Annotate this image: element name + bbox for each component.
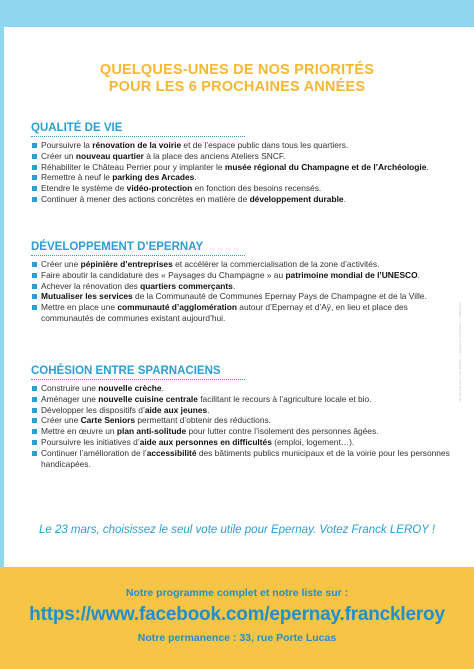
text: . (207, 404, 210, 415)
text: à la place des anciens Ateliers SNCF. (143, 150, 286, 161)
section-heading: COHÉSION ENTRE SPARNACIENS (31, 365, 245, 380)
page-title (0, 62, 474, 96)
text: Etendre le système de (41, 183, 127, 194)
section-developpement (31, 241, 451, 324)
bold-text: communauté d’agglomération (117, 302, 237, 313)
text: . (194, 172, 197, 183)
text: Poursuivre les initiatives d’ (41, 436, 140, 447)
text: Réhabiliter le Château Perrier pour y implanter le (41, 161, 225, 172)
list-item (31, 140, 451, 151)
title-line-1: QUELQUES-UNES DE NOS PRIORITÉS (99, 62, 375, 78)
bold-text: nouveau quartier (75, 150, 144, 161)
top-band (0, 0, 474, 27)
text: et accélérer la commercialisation de la zone d’activités. (172, 259, 380, 269)
bold-text: parking des Arcades (112, 172, 195, 183)
text: Continuer l’amélioration de l’ (41, 447, 147, 458)
bold-text: aide aux jeunes (144, 404, 208, 415)
text: Créer un (41, 150, 76, 161)
list-item (31, 194, 451, 205)
text: et de l’espace public dans tous les quartiers. (181, 140, 349, 150)
title-line-2: POUR LES 6 PROCHAINES ANNÉES (108, 79, 366, 95)
list-item (31, 426, 451, 437)
bold-text: nouvelle cuisine centrale (98, 393, 198, 404)
side-credit-text: Ne pas jeter sur la voie publique — Imprimé par Imprimerie — Crédit photo (458, 302, 462, 402)
text: Aménager une (41, 393, 99, 404)
vote-call: Le 23 mars, choisissez le seul vote utile pour Epernay. Votez Franck LEROY ! (38, 524, 436, 536)
section-qualite-de-vie (31, 122, 451, 205)
text: pour lutter contre l’isolement des personnes âgées. (186, 426, 379, 437)
text: Créer une (41, 415, 81, 426)
section-cohesion (31, 365, 451, 469)
bold-text: aide aux personnes en difficultés (139, 436, 272, 447)
text: . (343, 193, 346, 204)
text: Mettre en œuvre un (41, 426, 117, 437)
program-text: Notre programme complet et notre liste sur : (125, 587, 349, 599)
bullet-list (31, 140, 451, 205)
text: . (232, 280, 236, 291)
text: . (426, 161, 429, 172)
bold-text: développement durable (249, 193, 344, 204)
bold-text: quartiers commerçants (140, 280, 233, 291)
text: Poursuivre la (41, 140, 93, 150)
text: Créer une (41, 259, 81, 269)
text: (emploi, logement…). (271, 436, 355, 447)
text: Remettre à neuf le (41, 172, 113, 183)
text: permettant d’obtenir des réductions. (135, 415, 271, 426)
text: autour d’Epernay et d’Aÿ, en lieu et place des communautés de communes existant aujourd’hui. (41, 302, 408, 323)
list-item (31, 394, 451, 405)
list-item (31, 291, 451, 302)
list-item (31, 448, 451, 470)
bullet-list (31, 259, 451, 324)
text: Achever la rénovation des (41, 280, 141, 291)
section-heading: QUALITÉ DE VIE (31, 122, 245, 137)
office-address: Notre permanence : 33, rue Porte Lucas (137, 632, 337, 644)
text: Mettre en place une (41, 302, 118, 313)
list-item (31, 302, 451, 324)
list-item (31, 281, 451, 292)
bold-text: accessibilité (146, 447, 197, 458)
list-item (31, 259, 451, 270)
list-item (31, 183, 451, 194)
text: facilitant le recours à l’agriculture locale et bio. (197, 393, 372, 404)
text: des bâtiments publics municipaux et de la voirie pour les personnes handicapées. (41, 447, 450, 469)
list-item (31, 172, 451, 183)
list-item (31, 151, 451, 162)
text: . (161, 383, 164, 393)
bold-text: Carte Seniors (80, 415, 136, 426)
bold-text: patrimoine mondial de l’UNESCO (285, 269, 418, 280)
text: Développer les dispositifs d’ (41, 404, 145, 415)
list-item (31, 437, 451, 448)
text: Faire aboutir la candidature des « Paysages du Champagne » au (41, 269, 286, 280)
bold-text: vidéo-protection (126, 183, 193, 194)
section-heading: DÉVELOPPEMENT D’EPERNAY (31, 241, 245, 256)
list-item (31, 415, 451, 426)
left-edge-band (0, 27, 4, 567)
text: en fonction des besoins recensés. (192, 183, 322, 194)
list-item (31, 405, 451, 416)
bold-text: nouvelle crèche (98, 383, 162, 393)
list-item (31, 383, 451, 394)
bold-text: Mutualiser les services (41, 291, 133, 302)
bold-text: rénovation de la voirie (92, 140, 182, 150)
text: Continuer à mener des actions concrètes en matière de (41, 193, 250, 204)
bold-text: pépinière d’entreprises (80, 259, 173, 269)
text: de la Communauté de Communes Epernay Pays de Champagne et de la Ville. (132, 291, 427, 302)
bullet-list (31, 383, 451, 469)
list-item (31, 162, 451, 173)
list-item (31, 270, 451, 281)
text: Construire une (41, 383, 99, 393)
footer-band (0, 567, 474, 669)
bold-text: musée régional du Champagne et de l’Archéologie (224, 161, 427, 172)
bold-text: plan anti-solitude (116, 426, 187, 437)
facebook-link[interactable]: https://www.facebook.com/epernay.franckleroy (29, 604, 445, 625)
text: . (417, 269, 420, 280)
